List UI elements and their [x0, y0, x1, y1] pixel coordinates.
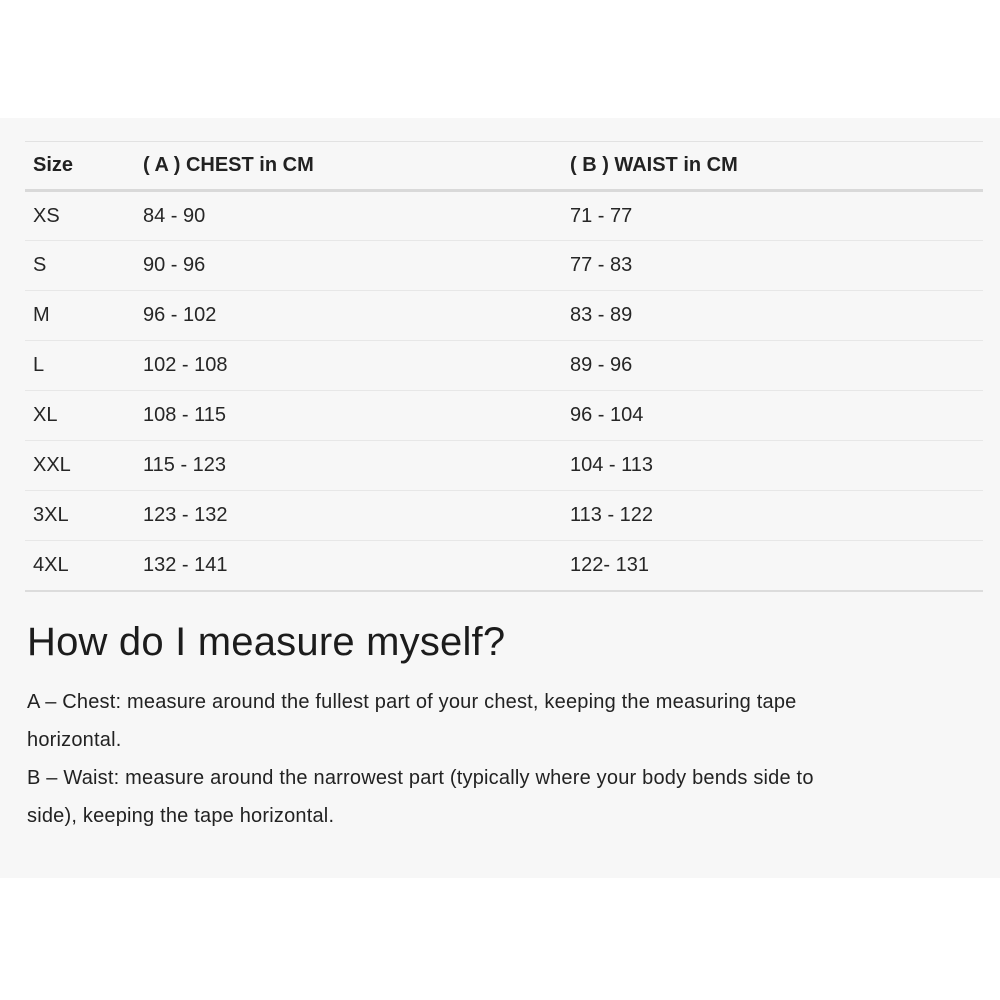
- chest-cell: 108 - 115: [135, 391, 562, 441]
- measure-guide-text: [27, 683, 983, 835]
- waist-cell: 89 - 96: [562, 341, 983, 391]
- size-cell: XXL: [25, 441, 135, 491]
- chest-cell: 96 - 102: [135, 291, 562, 341]
- waist-cell: 83 - 89: [562, 291, 983, 341]
- waist-instruction-line: side), keeping the tape horizontal.: [27, 804, 335, 827]
- table-row: [25, 241, 983, 291]
- table-header-row: [25, 142, 983, 191]
- size-guide-panel: [0, 118, 1000, 878]
- table-row: [25, 491, 983, 541]
- size-cell: L: [25, 341, 135, 391]
- size-cell: 4XL: [25, 541, 135, 591]
- waist-cell: 77 - 83: [562, 241, 983, 291]
- waist-cell: 96 - 104: [562, 391, 983, 441]
- waist-cell: 104 - 113: [562, 441, 983, 491]
- table-row: [25, 391, 983, 441]
- table-row: [25, 191, 983, 241]
- waist-cell: 71 - 77: [562, 191, 983, 241]
- size-cell: M: [25, 291, 135, 341]
- chest-cell: 115 - 123: [135, 441, 562, 491]
- waist-cell: 113 - 122: [562, 491, 983, 541]
- waist-cell: 122- 131: [562, 541, 983, 591]
- chest-cell: 90 - 96: [135, 241, 562, 291]
- column-header-waist: ( B ) WAIST in CM: [562, 142, 983, 191]
- size-chart-table: [25, 141, 983, 592]
- table-row: [25, 291, 983, 341]
- measure-guide-heading: How do I measure myself?: [27, 619, 506, 664]
- size-cell: S: [25, 241, 135, 291]
- size-cell: 3XL: [25, 491, 135, 541]
- chest-instruction-line: A – Chest: measure around the fullest part of your chest, keeping the measuring tape: [27, 690, 797, 713]
- size-cell: XS: [25, 191, 135, 241]
- chest-cell: 102 - 108: [135, 341, 562, 391]
- size-cell: XL: [25, 391, 135, 441]
- column-header-size: Size: [25, 142, 135, 191]
- chest-cell: 123 - 132: [135, 491, 562, 541]
- waist-instruction-line: B – Waist: measure around the narrowest part (typically where your body bends side to: [27, 766, 814, 789]
- chest-instruction-line: horizontal.: [27, 728, 122, 751]
- chest-cell: 132 - 141: [135, 541, 562, 591]
- table-row: [25, 441, 983, 491]
- column-header-chest: ( A ) CHEST in CM: [135, 142, 562, 191]
- table-row: [25, 541, 983, 591]
- table-row: [25, 341, 983, 391]
- chest-cell: 84 - 90: [135, 191, 562, 241]
